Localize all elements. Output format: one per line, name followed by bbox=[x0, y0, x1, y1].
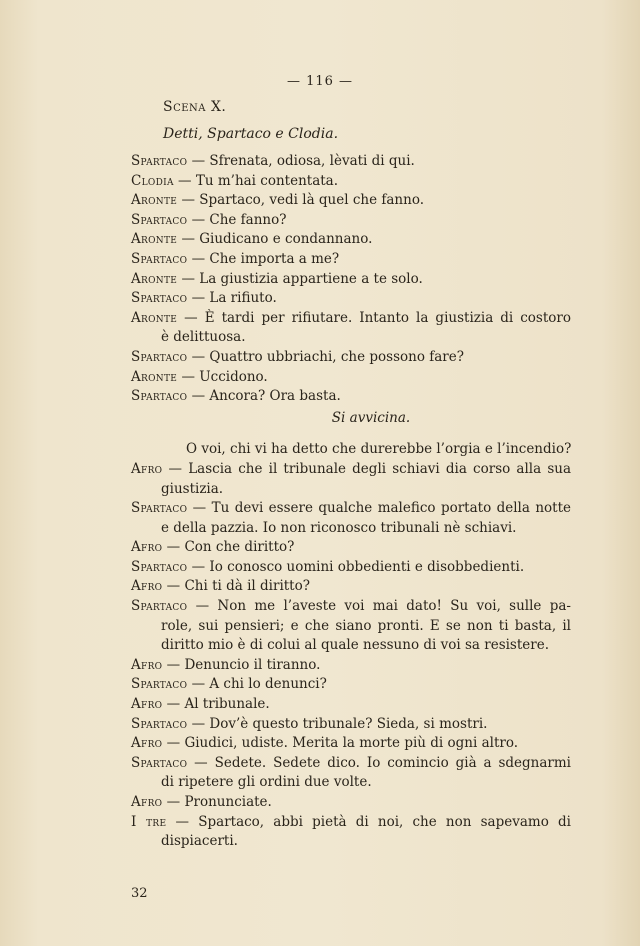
dialogue-entry bbox=[131, 211, 571, 231]
speaker-dash: — bbox=[162, 539, 185, 556]
dialogue-continuation-line bbox=[131, 773, 571, 793]
speaker-name: Spartaco bbox=[131, 211, 188, 228]
speaker-dash: — bbox=[187, 348, 210, 365]
speaker-dash: — bbox=[187, 250, 210, 267]
speaker-name: Clodia bbox=[131, 172, 174, 189]
dialogue-line bbox=[131, 499, 571, 519]
dialogue-continuation-line bbox=[131, 480, 571, 500]
scene-title-prefix: Scena bbox=[163, 99, 207, 115]
dialogue-entry bbox=[131, 387, 571, 407]
line-text: Che importa a me? bbox=[209, 250, 340, 267]
dialogue-line bbox=[131, 675, 571, 695]
line-text: Non me l’aveste voi mai dato! Su voi, sulle pa- bbox=[217, 598, 571, 615]
line-text: Io conosco uomini obbedienti e disobbedienti. bbox=[209, 558, 525, 575]
signature-number: 32 bbox=[131, 886, 148, 901]
line-text: A chi lo denunci? bbox=[209, 676, 327, 693]
line-text: e della pazzia. Io non riconosco tribunali nè schiavi. bbox=[161, 519, 517, 536]
line-text: Giudicano e condannano. bbox=[199, 231, 373, 248]
dialogue-entry bbox=[131, 289, 571, 309]
dialogue-line bbox=[131, 813, 571, 833]
dialogue-line bbox=[131, 656, 571, 676]
speaker-name: Afro bbox=[131, 794, 163, 810]
speaker-dash: — bbox=[162, 460, 189, 477]
dialogue-entry bbox=[131, 230, 571, 250]
dialogue-line bbox=[131, 172, 571, 192]
dialogue-continuation-line bbox=[131, 832, 571, 852]
speaker-name: Aronte bbox=[131, 192, 178, 209]
line-text: La giustizia appartiene a te solo. bbox=[199, 270, 423, 287]
dialogue-entry bbox=[131, 250, 571, 270]
dialogue-line bbox=[131, 387, 571, 407]
line-text: role, sui pensieri; e che siano pronti. E se non ti basta, il bbox=[161, 617, 571, 634]
line-text: è delittuosa. bbox=[161, 329, 246, 346]
dialogue-line bbox=[131, 754, 571, 774]
dialogue-line bbox=[131, 191, 571, 211]
dialogue-entry bbox=[131, 309, 571, 348]
dialogue-entry bbox=[131, 152, 571, 172]
speaker-dash: — bbox=[162, 578, 185, 595]
line-text: Tu devi essere qualche malefico portato della notte bbox=[211, 500, 571, 517]
dialogue-entry bbox=[131, 348, 571, 368]
scene-title bbox=[163, 99, 226, 115]
dialogue-entry bbox=[131, 715, 571, 735]
line-text: La rifiuto. bbox=[209, 290, 277, 307]
speaker-name: Afro bbox=[131, 735, 163, 752]
dialogue-continuation-line bbox=[131, 328, 571, 348]
line-text: Lascia che il tribunale degli schiavi dia corso alla sua bbox=[188, 460, 571, 477]
speaker-name: Afro bbox=[131, 696, 163, 713]
dialogue-line bbox=[131, 715, 571, 735]
dialogue-line bbox=[131, 577, 571, 597]
speaker-name: Aronte bbox=[131, 270, 178, 287]
play-text bbox=[131, 152, 571, 852]
speaker-dash: — bbox=[166, 813, 199, 830]
speaker-dash: — bbox=[187, 153, 210, 169]
dialogue-line bbox=[131, 695, 571, 715]
dialogue-entry bbox=[131, 656, 571, 676]
speaker-name: Spartaco bbox=[131, 250, 188, 267]
dialogue-line bbox=[131, 558, 571, 578]
dialogue-line bbox=[131, 211, 571, 231]
dialogue-continuation-line bbox=[131, 636, 571, 656]
speaker-dash: — bbox=[177, 270, 200, 287]
speaker-dash: — bbox=[177, 231, 200, 248]
dialogue-entry bbox=[131, 577, 571, 597]
dialogue-continuation-line bbox=[131, 617, 571, 637]
line-text: dispiacerti. bbox=[161, 833, 238, 850]
speaker-name: Spartaco bbox=[131, 676, 188, 693]
line-text: Chi ti dà il diritto? bbox=[184, 578, 310, 595]
line-text: Quattro ubbriachi, che possono fare? bbox=[209, 348, 464, 365]
line-text: Al tribunale. bbox=[184, 696, 270, 713]
line-text: È tardi per rifiutare. Intanto la giustizia di costoro bbox=[204, 309, 571, 326]
line-text: Che fanno? bbox=[209, 211, 287, 228]
speaker-name: Spartaco bbox=[131, 598, 188, 615]
line-text: Giudici, udiste. Merita la morte più di ogni altro. bbox=[184, 735, 519, 752]
line-text: Spartaco, abbi pietà di noi, che non sapevamo di bbox=[198, 813, 571, 830]
speaker-dash: — bbox=[162, 656, 185, 673]
speaker-name: Spartaco bbox=[131, 558, 188, 575]
dialogue-entry bbox=[131, 813, 571, 852]
dialogue-line bbox=[131, 793, 571, 813]
line-text: diritto mio è di colui al quale nessuno di voi sa resistere. bbox=[161, 637, 550, 654]
dialogue-line bbox=[131, 348, 571, 368]
speaker-dash: — bbox=[187, 500, 212, 517]
dialogue-entry bbox=[131, 734, 571, 754]
dialogue-entry bbox=[131, 368, 571, 388]
speaker-name: Aronte bbox=[131, 368, 178, 385]
speaker-dash: — bbox=[187, 676, 210, 693]
line-text: Ancora? Ora basta. bbox=[209, 388, 341, 405]
speaker-dash: — bbox=[187, 598, 218, 615]
speaker-name: Spartaco bbox=[131, 388, 188, 405]
speaker-dash: — bbox=[177, 192, 200, 209]
line-text: Dov’è questo tribunale? Sieda, si mostri. bbox=[209, 715, 488, 732]
dialogue-line bbox=[131, 368, 571, 388]
dialogue-block-1 bbox=[131, 152, 571, 407]
speaker-name: Afro bbox=[131, 539, 163, 556]
speaker-dash: — bbox=[162, 794, 185, 810]
dialogue-entry bbox=[131, 191, 571, 211]
speaker-name: I tre bbox=[131, 813, 167, 830]
speaker-name: Aronte bbox=[131, 309, 178, 326]
speaker-name: Spartaco bbox=[131, 715, 188, 732]
speaker-name: Afro bbox=[131, 656, 163, 673]
dialogue-entry bbox=[131, 597, 571, 656]
speaker-name: Aronte bbox=[131, 231, 178, 248]
dialogue-entry bbox=[131, 793, 571, 813]
dialogue-line bbox=[131, 250, 571, 270]
dialogue-line bbox=[131, 538, 571, 558]
dialogue-entry bbox=[131, 460, 571, 499]
dialogue-entry bbox=[131, 499, 571, 538]
dialogue-entry bbox=[131, 754, 571, 793]
dialogue-line bbox=[131, 270, 571, 290]
line-text: Con che diritto? bbox=[184, 539, 295, 556]
dialogue-entry bbox=[131, 172, 571, 192]
line-text: Denuncio il tiranno. bbox=[184, 656, 321, 673]
dialogue-line bbox=[131, 734, 571, 754]
speaker-dash: — bbox=[187, 290, 210, 307]
speaker-dash: — bbox=[187, 211, 210, 228]
page-number: — 116 — bbox=[286, 74, 354, 89]
dialogue-continuation-line bbox=[131, 519, 571, 539]
line-text: giustizia. bbox=[161, 480, 224, 497]
dialogue-line bbox=[131, 597, 571, 617]
dialogue-block-2 bbox=[131, 460, 571, 852]
speaker-dash: — bbox=[187, 754, 215, 771]
stage-direction: Si avvicina. bbox=[331, 409, 411, 426]
dialogue-entry bbox=[131, 675, 571, 695]
speaker-dash: — bbox=[187, 388, 210, 405]
speaker-dash: — bbox=[187, 715, 210, 732]
line-text: Spartaco, vedi là quel che fanno. bbox=[199, 192, 424, 209]
speaker-name: Afro bbox=[131, 460, 163, 477]
dialogue-line bbox=[131, 152, 571, 172]
speaker-name: Spartaco bbox=[131, 500, 188, 517]
dialogue-entry bbox=[131, 695, 571, 715]
dialogue-entry bbox=[131, 538, 571, 558]
line-text: Tu m’hai contentata. bbox=[195, 172, 339, 189]
speaker-dash: — bbox=[162, 735, 185, 752]
speaker-name: Spartaco bbox=[131, 754, 188, 771]
speaker-dash: — bbox=[177, 368, 200, 385]
line-text: Pronunciate. bbox=[184, 794, 272, 810]
line-text: Sedete. Sedete dico. Io comincio già a sdegnarmi bbox=[214, 754, 571, 771]
speaker-dash: — bbox=[177, 309, 205, 326]
dialogue-line bbox=[131, 230, 571, 250]
speaker-name: Afro bbox=[131, 578, 163, 595]
dialogue-line bbox=[131, 460, 571, 480]
line-text: Sfrenata, odiosa, lèvati di qui. bbox=[209, 153, 415, 169]
scene-characters: Detti, Spartaco e Clodia. bbox=[163, 126, 339, 142]
monologue-line: O voi, chi vi ha detto che durerebbe l’orgia e l’incendio? bbox=[186, 441, 572, 458]
speaker-dash: — bbox=[173, 172, 196, 189]
speaker-dash: — bbox=[187, 558, 210, 575]
dialogue-entry bbox=[131, 270, 571, 290]
line-text: Uccidono. bbox=[199, 368, 268, 385]
speaker-dash: — bbox=[162, 696, 185, 713]
speaker-name: Spartaco bbox=[131, 290, 188, 307]
dialogue-line bbox=[131, 289, 571, 309]
dialogue-entry bbox=[131, 558, 571, 578]
speaker-name: Spartaco bbox=[131, 153, 188, 169]
scene-title-number: X. bbox=[210, 99, 227, 115]
dialogue-line bbox=[131, 309, 571, 329]
speaker-name: Spartaco bbox=[131, 348, 188, 365]
line-text: di ripetere gli ordini due volte. bbox=[161, 774, 372, 791]
